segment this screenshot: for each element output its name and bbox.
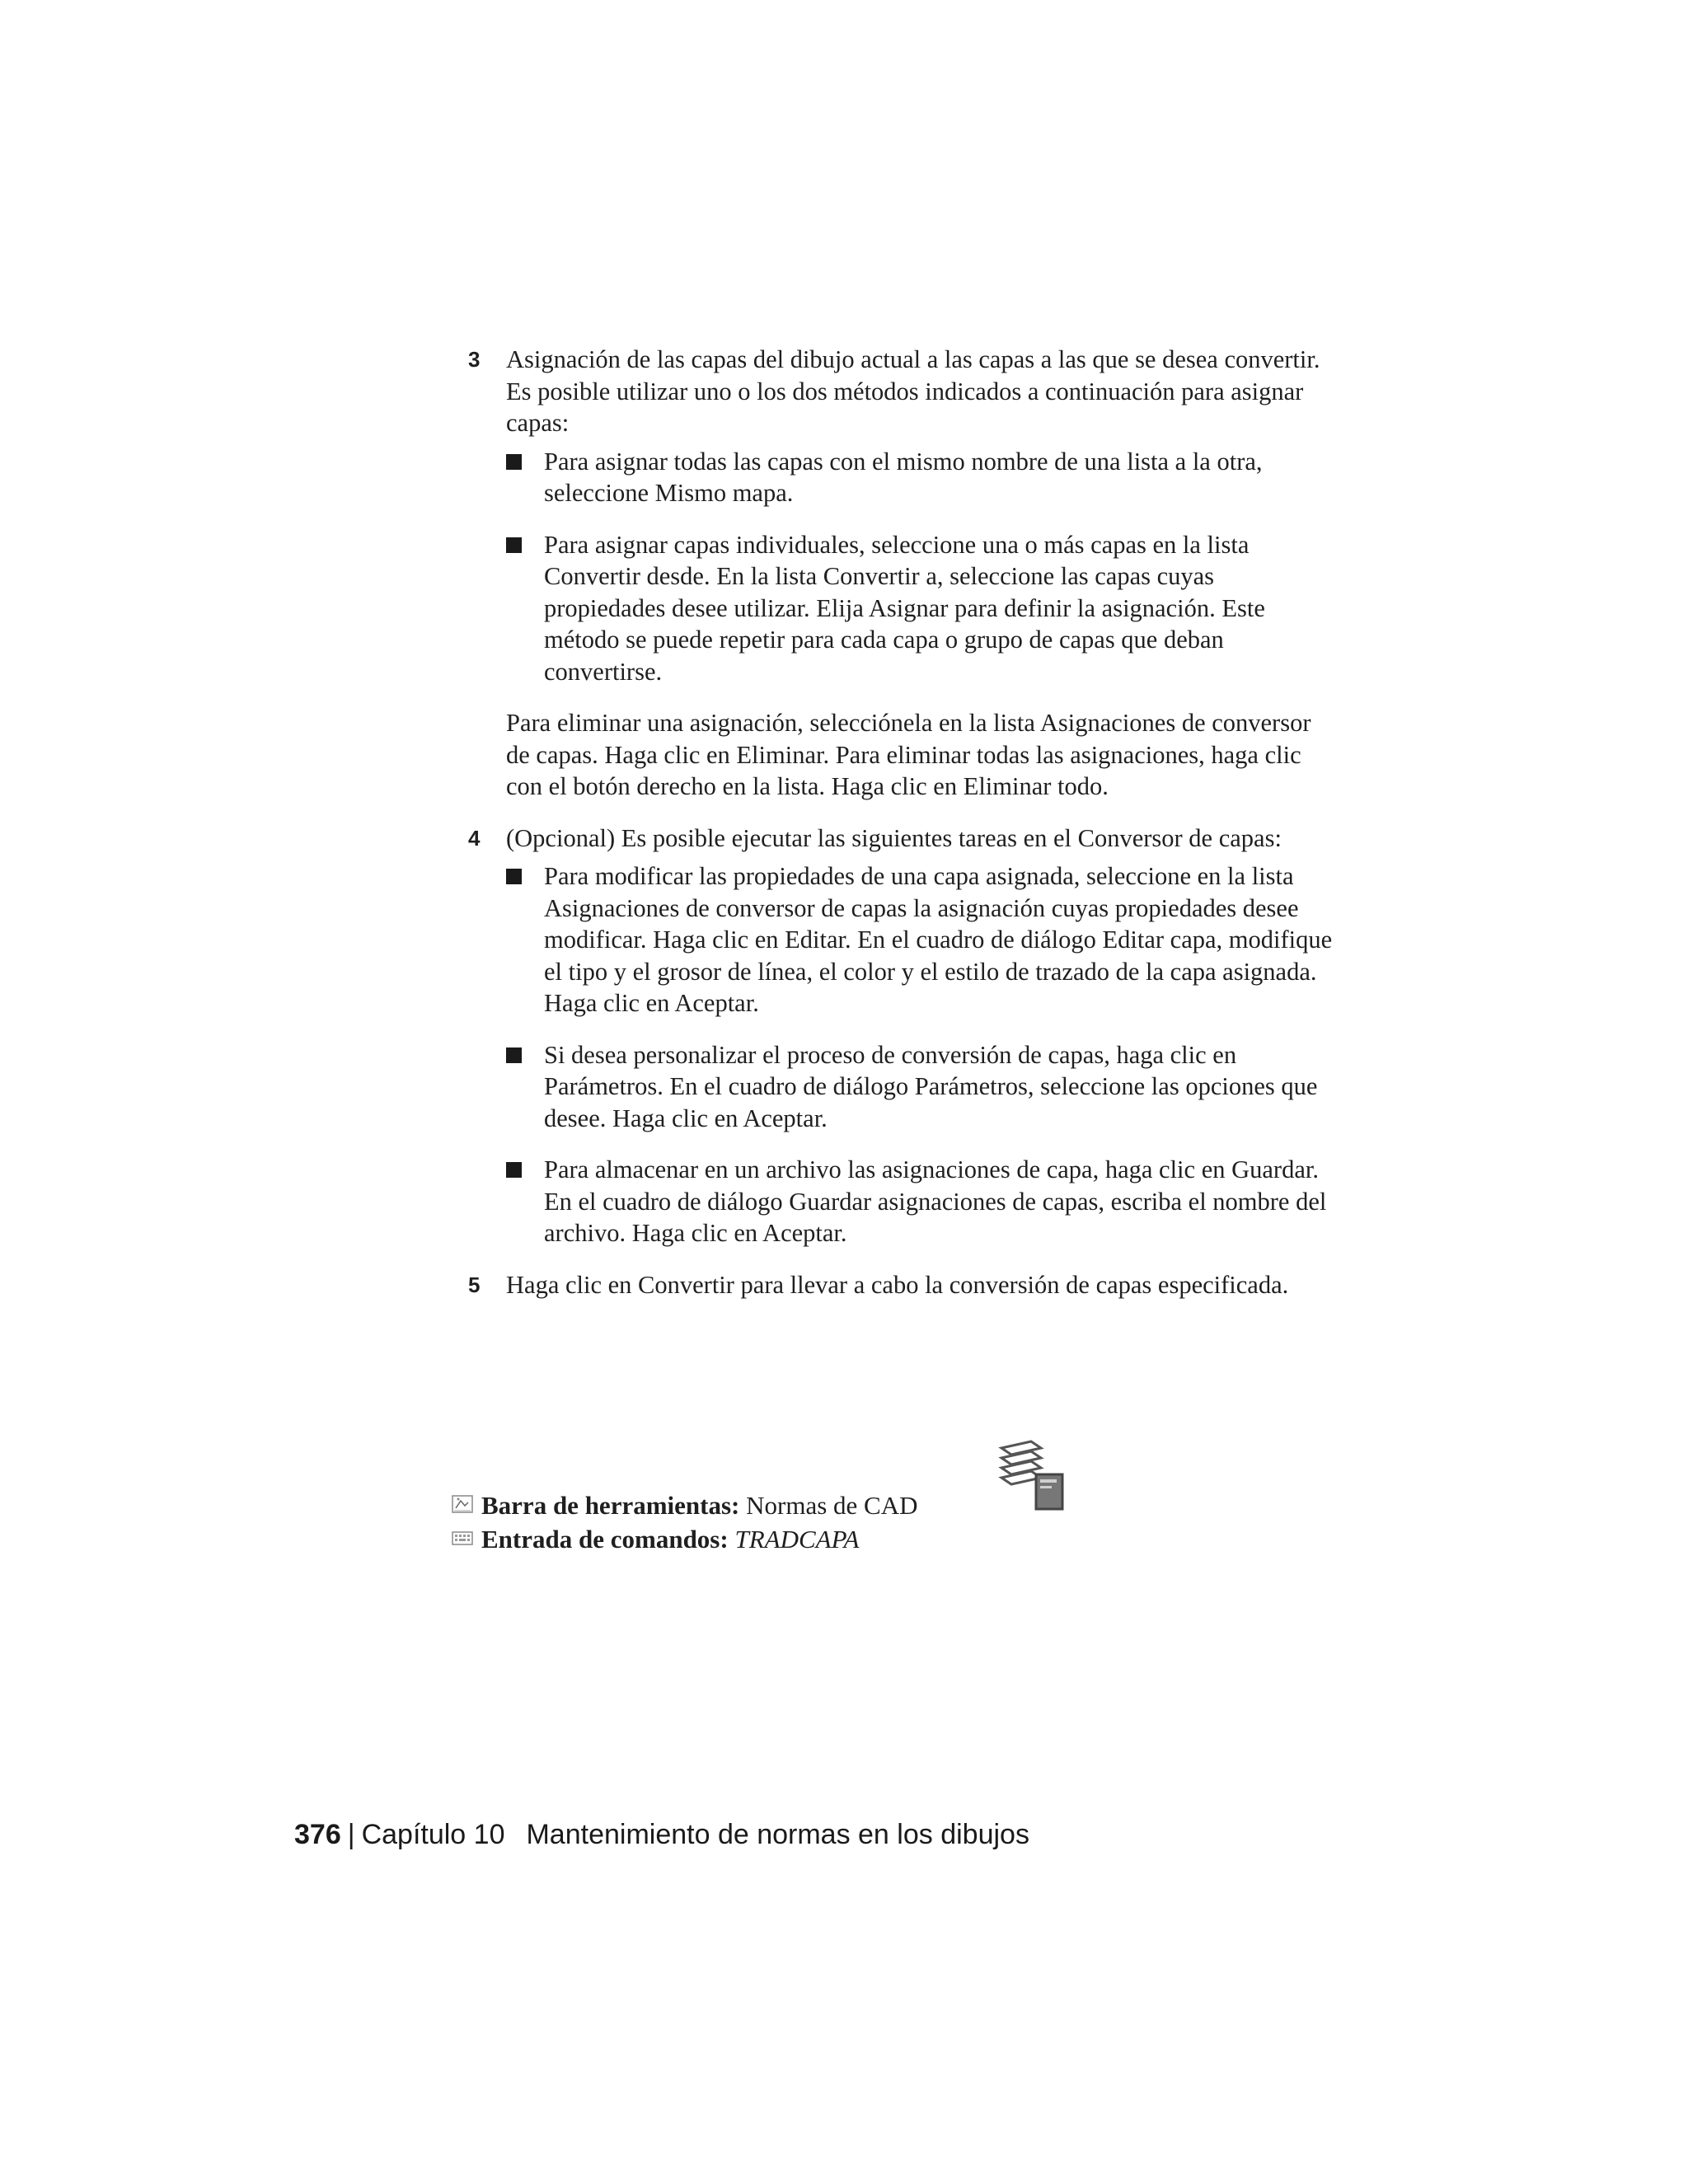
toolbar-reference: [452, 1488, 917, 1522]
toolbar-value: Normas de CAD: [739, 1491, 918, 1520]
square-bullet-icon: [506, 1047, 522, 1063]
chapter-title: Mantenimiento de normas en los dibujos: [526, 1819, 1029, 1850]
command-label: Entrada de comandos:: [481, 1525, 729, 1554]
page-footer: [294, 1816, 1029, 1853]
list-item-text: Para modificar las propiedades de una capa asignada, seleccione en la lista Asignaciones de conversor de capas la asignación cuyas propiedades desee modificar. Haga clic en Editar. En el cuadro de diálogo Editar capa, modifique el tipo y el grosor de línea, el color y el estilo de trazado de la capa asignada. Haga clic en Aceptar.: [544, 862, 1333, 1017]
list-item: [506, 1154, 1334, 1249]
main-content: [468, 344, 1334, 1301]
toolbar-icon: [452, 1495, 473, 1513]
list-item-text: Para almacenar en un archivo las asignaciones de capa, haga clic en Guardar. En el cuadro de diálogo Guardar asignaciones de capas, escriba el nombre del archivo. Haga clic en Aceptar.: [544, 1155, 1327, 1247]
command-line-reference: [452, 1522, 917, 1556]
list-item-text: Para asignar todas las capas con el mismo nombre de una lista a la otra, seleccione Mismo mapa.: [544, 447, 1263, 507]
step-3: [468, 344, 1334, 803]
step-number: 3: [468, 347, 481, 372]
list-item: [506, 1039, 1334, 1135]
step-4: [468, 823, 1334, 1249]
list-item-text: Para asignar capas individuales, seleccione una o más capas en la lista Convertir desde. En la lista Convertir a, seleccione las capas cuyas propiedades desee utilizar. Elija Asignar para definir la asignación. Este método se puede repetir para cada capa o grupo de capas que deban convertirse.: [544, 530, 1265, 686]
step-text: Asignación de las capas del dibujo actual a las capas a las que se desea convertir. Es posible utilizar uno o los dos métodos indicados a continuación para asignar capas:: [506, 345, 1320, 437]
keyboard-icon: [452, 1529, 473, 1547]
list-item: [506, 860, 1334, 1019]
bullet-list: [506, 446, 1334, 688]
list-item-text: Si desea personalizar el proceso de conversión de capas, haga clic en Parámetros. En el cuadro de diálogo Parámetros, seleccione las opciones que desee. Haga clic en Aceptar.: [544, 1040, 1318, 1132]
command-value: TRADCAPA: [734, 1525, 860, 1554]
command-reference: [452, 1488, 917, 1556]
square-bullet-icon: [506, 454, 522, 470]
layer-translator-icon: [993, 1438, 1071, 1514]
step-text: (Opcional) Es posible ejecutar las siguientes tareas en el Conversor de capas:: [506, 823, 1282, 852]
step-note: Para eliminar una asignación, selecciónela en la lista Asignaciones de conversor de capas. Haga clic en Eliminar. Para eliminar todas las asignaciones, haga clic con el botón derecho en la lista. Haga clic en Eliminar todo.: [506, 709, 1311, 800]
step-5: [468, 1269, 1334, 1301]
square-bullet-icon: [506, 1162, 522, 1178]
bullet-list: [506, 860, 1334, 1249]
step-number: 5: [468, 1272, 481, 1297]
square-bullet-icon: [506, 869, 522, 884]
page-number: 376: [294, 1819, 341, 1850]
step-number: 4: [468, 825, 481, 851]
toolbar-label: Barra de herramientas:: [481, 1491, 740, 1520]
footer-separator: |: [347, 1819, 355, 1850]
list-item: [506, 529, 1334, 688]
list-item: [506, 446, 1334, 509]
chapter-label: Capítulo 10: [361, 1819, 505, 1850]
step-text: Haga clic en Convertir para llevar a cabo la conversión de capas especificada.: [506, 1270, 1289, 1299]
square-bullet-icon: [506, 537, 522, 553]
